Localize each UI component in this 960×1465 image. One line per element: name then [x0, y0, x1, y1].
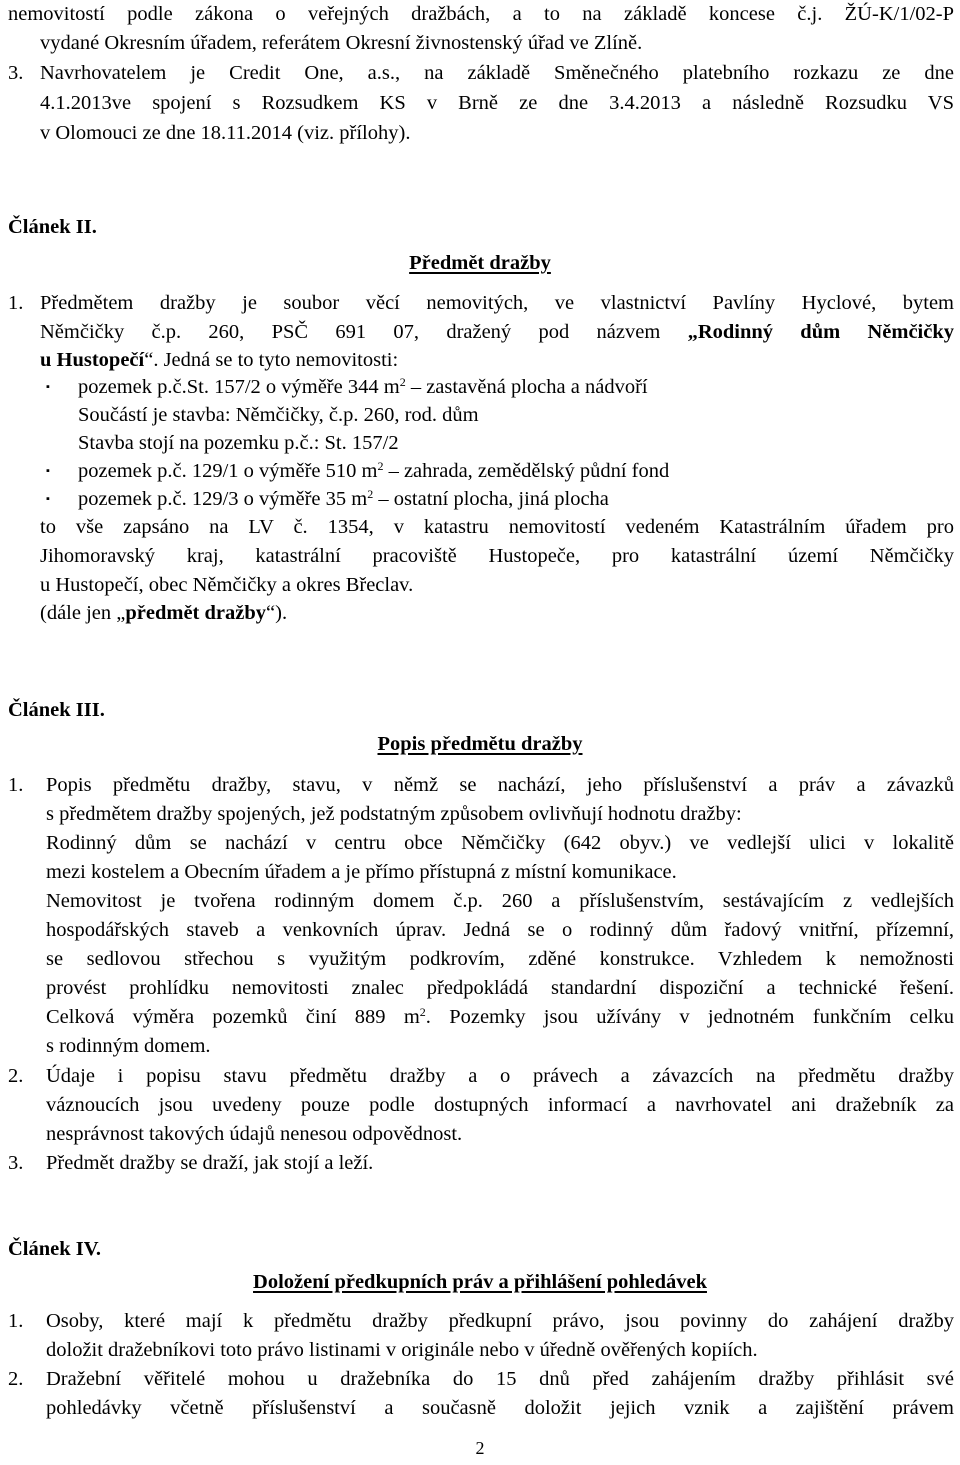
- text-line: Předmětem dražby je soubor věcí nemovitých, ve vlastnictví Pavlíny Hyclové, bytem: [40, 292, 954, 314]
- text-line: váznoucích jsou uvedeny pouze podle dostupných informací a navrhovatel ani dražebník za: [46, 1094, 954, 1116]
- text-line: v Olomouci ze dne 18.11.2014 (viz. přílohy).: [40, 122, 411, 144]
- list-number: 2.: [8, 1065, 24, 1087]
- list-number: 3.: [8, 1152, 24, 1174]
- list-number: 2.: [8, 1368, 24, 1390]
- text-line: Němčičky č.p. 260, PSČ 691 07, dražený pod názvem „Rodinný dům Němčičky: [40, 321, 955, 343]
- article-heading: Článek IV.: [8, 1238, 102, 1260]
- text-line: hospodářských staveb a venkovních úprav. Jedná se o rodinný dům řadový vnitřní, přízemní,: [46, 919, 954, 941]
- list-item: pozemek p.č. 129/1 o výměře 510 $m^2$ – zahrada, zemědělský půdní fond: [78, 459, 670, 482]
- article-heading: Článek III.: [8, 699, 105, 721]
- text-line: se sedlovou střechou s využitým podkrovím, zděné konstrukce. Vzhledem k nemožnosti: [46, 948, 954, 970]
- list-item: pozemek p.č.St. 157/2 o výměře 344 $m^2$ – zastavěná plocha a nádvoří: [78, 375, 648, 398]
- page-number: 2: [475, 1438, 485, 1458]
- text-line: Jihomoravský kraj, katastrální pracoviště Hustopeče, pro katastrální území Němčičky: [40, 545, 954, 567]
- text-line: to vše zapsáno na LV č. 1354, v katastru nemovitostí vedeném Katastrálním úřadem pro: [40, 516, 954, 538]
- text-line: nemovitostí podle zákona o veřejných dražbách, a to na základě koncese č.j. ŽÚ-K/1/02-P: [8, 3, 954, 25]
- text-line: Stavba stojí na pozemku p.č.: St. 157/2: [78, 432, 399, 454]
- list-number: 3.: [8, 62, 24, 84]
- bullet-icon: ▪: [46, 465, 50, 477]
- text-line: (dále jen „předmět dražby“).: [40, 602, 288, 624]
- list-number: 1.: [8, 1310, 24, 1332]
- text-line: vydané Okresním úřadem, referátem Okresní živnostenský úřad ve Zlíně.: [40, 32, 643, 54]
- text-line: doložit dražebníkovi toto právo listinami v originále nebo v úředně ověřených kopiích.: [46, 1339, 758, 1361]
- list-number: 1.: [8, 292, 24, 314]
- text-line: Navrhovatelem je Credit One, a.s., na základě Směnečného platebního rozkazu ze dne: [40, 62, 954, 84]
- article-title: Předmět dražby: [409, 252, 551, 274]
- text-line: Předmět dražby se draží, jak stojí a leží.: [46, 1152, 374, 1174]
- text-line: Celková výměra pozemků činí 889 $m^2$. Pozemky jsou užívány v jednotném funkčním celku: [46, 1005, 954, 1028]
- article-heading: Článek II.: [8, 216, 97, 238]
- text-line: Údaje i popisu stavu předmětu dražby a o právech a závazcích na předmětu dražby: [46, 1065, 954, 1087]
- text-line: Nemovitost je tvořena rodinným domem č.p. 260 a příslušenstvím, sestávajícím z vedlejších: [46, 890, 954, 912]
- text-line: provést prohlídku nemovitosti znalec předpokládá standardní dispoziční a technické řešení.: [46, 977, 954, 999]
- text-line: nesprávnost takových údajů nenesou odpovědnost.: [46, 1123, 463, 1145]
- bullet-icon: ▪: [46, 493, 50, 505]
- article-title: Doložení předkupních práv a přihlášení pohledávek: [253, 1271, 707, 1293]
- text-line: s rodinným domem.: [46, 1035, 211, 1057]
- text-line: pohledávky včetně příslušenství a současně doložit jejich vznik a zajištění právem: [46, 1397, 954, 1419]
- text-line: u Hustopečí, obec Němčičky a okres Břeclav.: [40, 574, 414, 596]
- text-line: Součástí je stavba: Němčičky, č.p. 260, rod. dům: [78, 404, 479, 426]
- text-line: u Hustopečí“. Jedná se to tyto nemovitosti:: [40, 349, 399, 371]
- text-line: s předmětem dražby spojených, jež podstatným způsobem ovlivňují hodnotu dražby:: [46, 803, 742, 825]
- article-title: Popis předmětu dražby: [377, 733, 583, 755]
- text-line: Popis předmětu dražby, stavu, v němž se nachází, jeho příslušenství a práv a závazků: [46, 774, 954, 796]
- list-number: 1.: [8, 774, 24, 796]
- list-item: pozemek p.č. 129/3 o výměře 35 $m^2$ – ostatní plocha, jiná plocha: [78, 487, 609, 510]
- text-line: mezi kostelem a Obecním úřadem a je přímo přístupná z místní komunikace.: [46, 861, 677, 883]
- bullet-icon: ▪: [46, 381, 50, 393]
- text-line: Dražební věřitelé mohou u dražebníka do 15 dnů před zahájením dražby přihlásit své: [46, 1368, 954, 1390]
- text-line: Rodinný dům se nachází v centru obce Němčičky (642 obyv.) ve vedlejší ulici v lokalitě: [46, 832, 954, 854]
- text-line: Osoby, které mají k předmětu dražby předkupní právo, jsou povinny do zahájení dražby: [46, 1310, 954, 1332]
- text-line: 4.1.2013ve spojení s Rozsudkem KS v Brně ze dne 3.4.2013 a následně Rozsudku VS: [40, 92, 954, 114]
